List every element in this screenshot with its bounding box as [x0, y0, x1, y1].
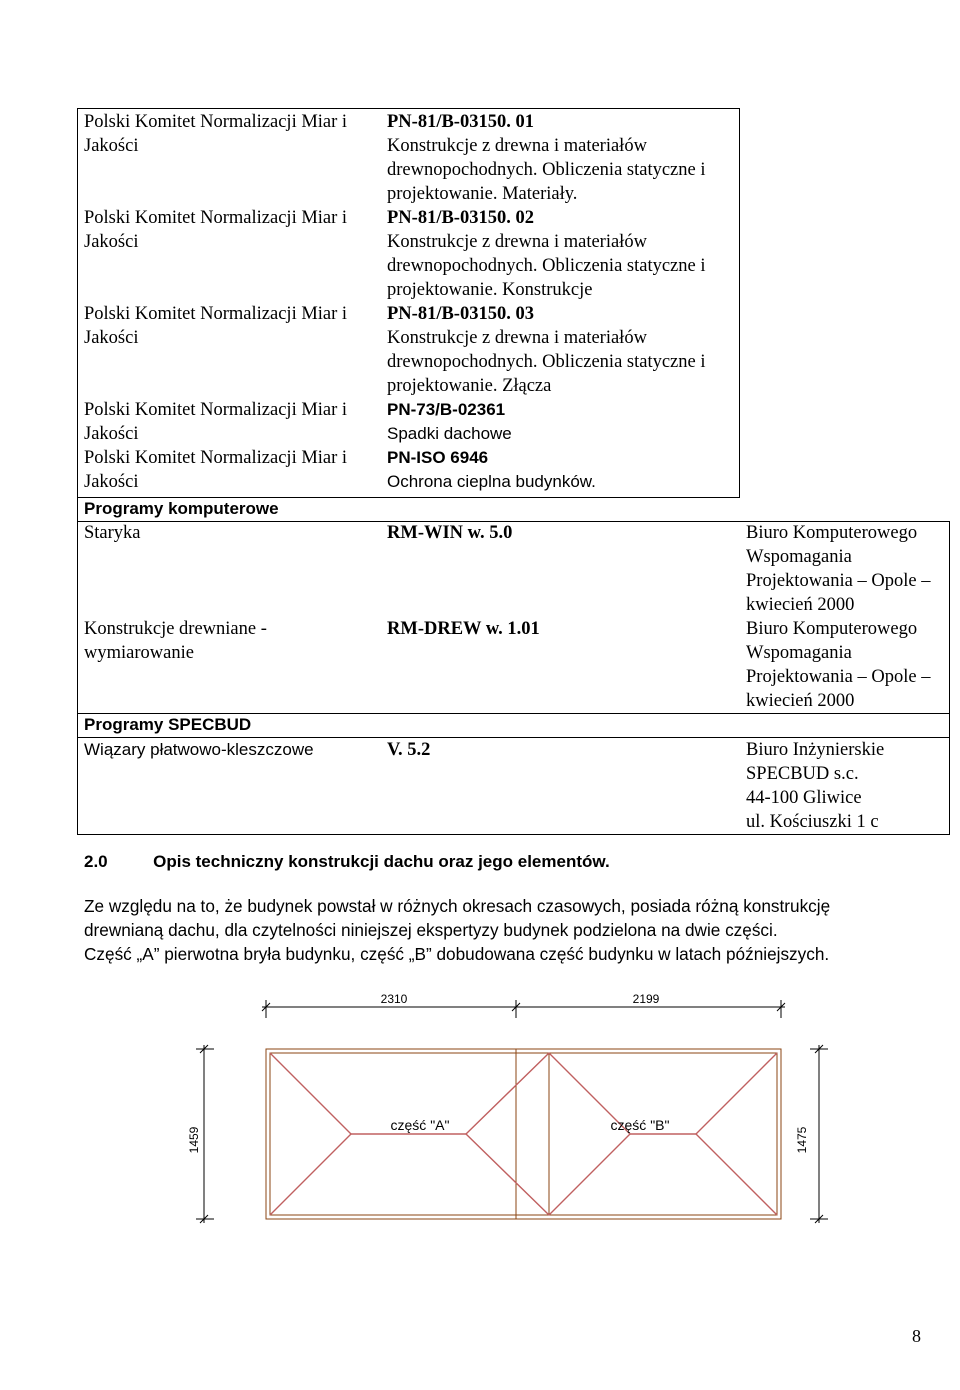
norm-code: PN-81/B-03150. 01 [387, 112, 534, 132]
hip-lines [270, 1053, 777, 1215]
program-name: Staryka [84, 523, 141, 543]
norm-details: PN-81/B-03150. 01 Konstrukcje z drewna i materiałów drewnopochodnych. Obliczenia statyczne i projektowanie. Materiały. [387, 112, 706, 204]
norm-org: Polski Komitet Normalizacji Miar i Jakości [84, 304, 348, 348]
norm-code: PN-81/B-03150. 03 [387, 304, 534, 324]
program-source: Biuro Komputerowego Wspomagania Projektowania – Opole – kwiecień 2000 [746, 619, 931, 711]
norm-details: PN-81/B-03150. 02 Konstrukcje z drewna i materiałów drewnopochodnych. Obliczenia statyczne i projektowanie. Konstrukcje [387, 208, 706, 300]
norm-org: Polski Komitet Normalizacji Miar i Jakości [84, 208, 348, 252]
norm-details: PN-ISO 6946 Ochrona cieplna budynków. [387, 448, 596, 491]
section-number: 2.0 [84, 852, 108, 871]
program-version: RM-WIN w. 5.0 [387, 523, 513, 543]
norm-code: PN-73/B-02361 [387, 400, 506, 419]
program-version: V. 5.2 [387, 740, 431, 760]
program-source: Biuro Komputerowego Wspomagania Projektowania – Opole – kwiecień 2000 [746, 523, 931, 615]
norm-org: Polski Komitet Normalizacji Miar i Jakości [84, 448, 348, 492]
program-name: Wiązary płatwowo-kleszczowe [84, 740, 314, 759]
program-version: RM-DREW w. 1.01 [387, 619, 540, 639]
page-number: 8 [912, 1326, 921, 1346]
norm-code: PN-ISO 6946 [387, 448, 489, 467]
specbud-heading: Programy SPECBUD [84, 715, 252, 734]
dimension-label: 2310 [380, 992, 408, 1006]
programs-heading: Programy komputerowe [84, 499, 279, 518]
dimension-label: 1475 [795, 1126, 809, 1154]
program-source: Biuro Inżynierskie SPECBUD s.c. 44-100 Gliwice ul. Kościuszki 1 c [746, 740, 885, 832]
norm-details: PN-73/B-02361 Spadki dachowe [387, 400, 512, 443]
section-title: Opis techniczny konstrukcji dachu oraz jego elementów. [153, 852, 610, 871]
norm-code: PN-81/B-03150. 02 [387, 208, 534, 228]
part-b-label: część "B" [610, 1117, 670, 1133]
norm-details: PN-81/B-03150. 03 Konstrukcje z drewna i materiałów drewnopochodnych. Obliczenia statyczne i projektowanie. Złącza [387, 304, 706, 396]
dimension-label: 2199 [632, 992, 660, 1006]
norm-org: Polski Komitet Normalizacji Miar i Jakości [84, 400, 348, 444]
roof-outline [266, 1049, 781, 1219]
section-paragraph: Ze względu na to, że budynek powstał w różnych okresach czasowych, posiada różną konstrukcję drewnianą dachu, dla czytelności niniejszej ekspertyzy budynek podzielona na dwie części. Część „A” pierwotna bryła budynku, część „B” dobudowana część budynku w latach późniejszych. [84, 896, 831, 964]
part-a-label: część "A" [390, 1117, 450, 1133]
norm-org: Polski Komitet Normalizacji Miar i Jakości [84, 112, 348, 156]
program-name: Konstrukcje drewniane - wymiarowanie [84, 619, 267, 663]
dimension-label: 1459 [187, 1126, 201, 1154]
dimension-lines [196, 1000, 828, 1223]
